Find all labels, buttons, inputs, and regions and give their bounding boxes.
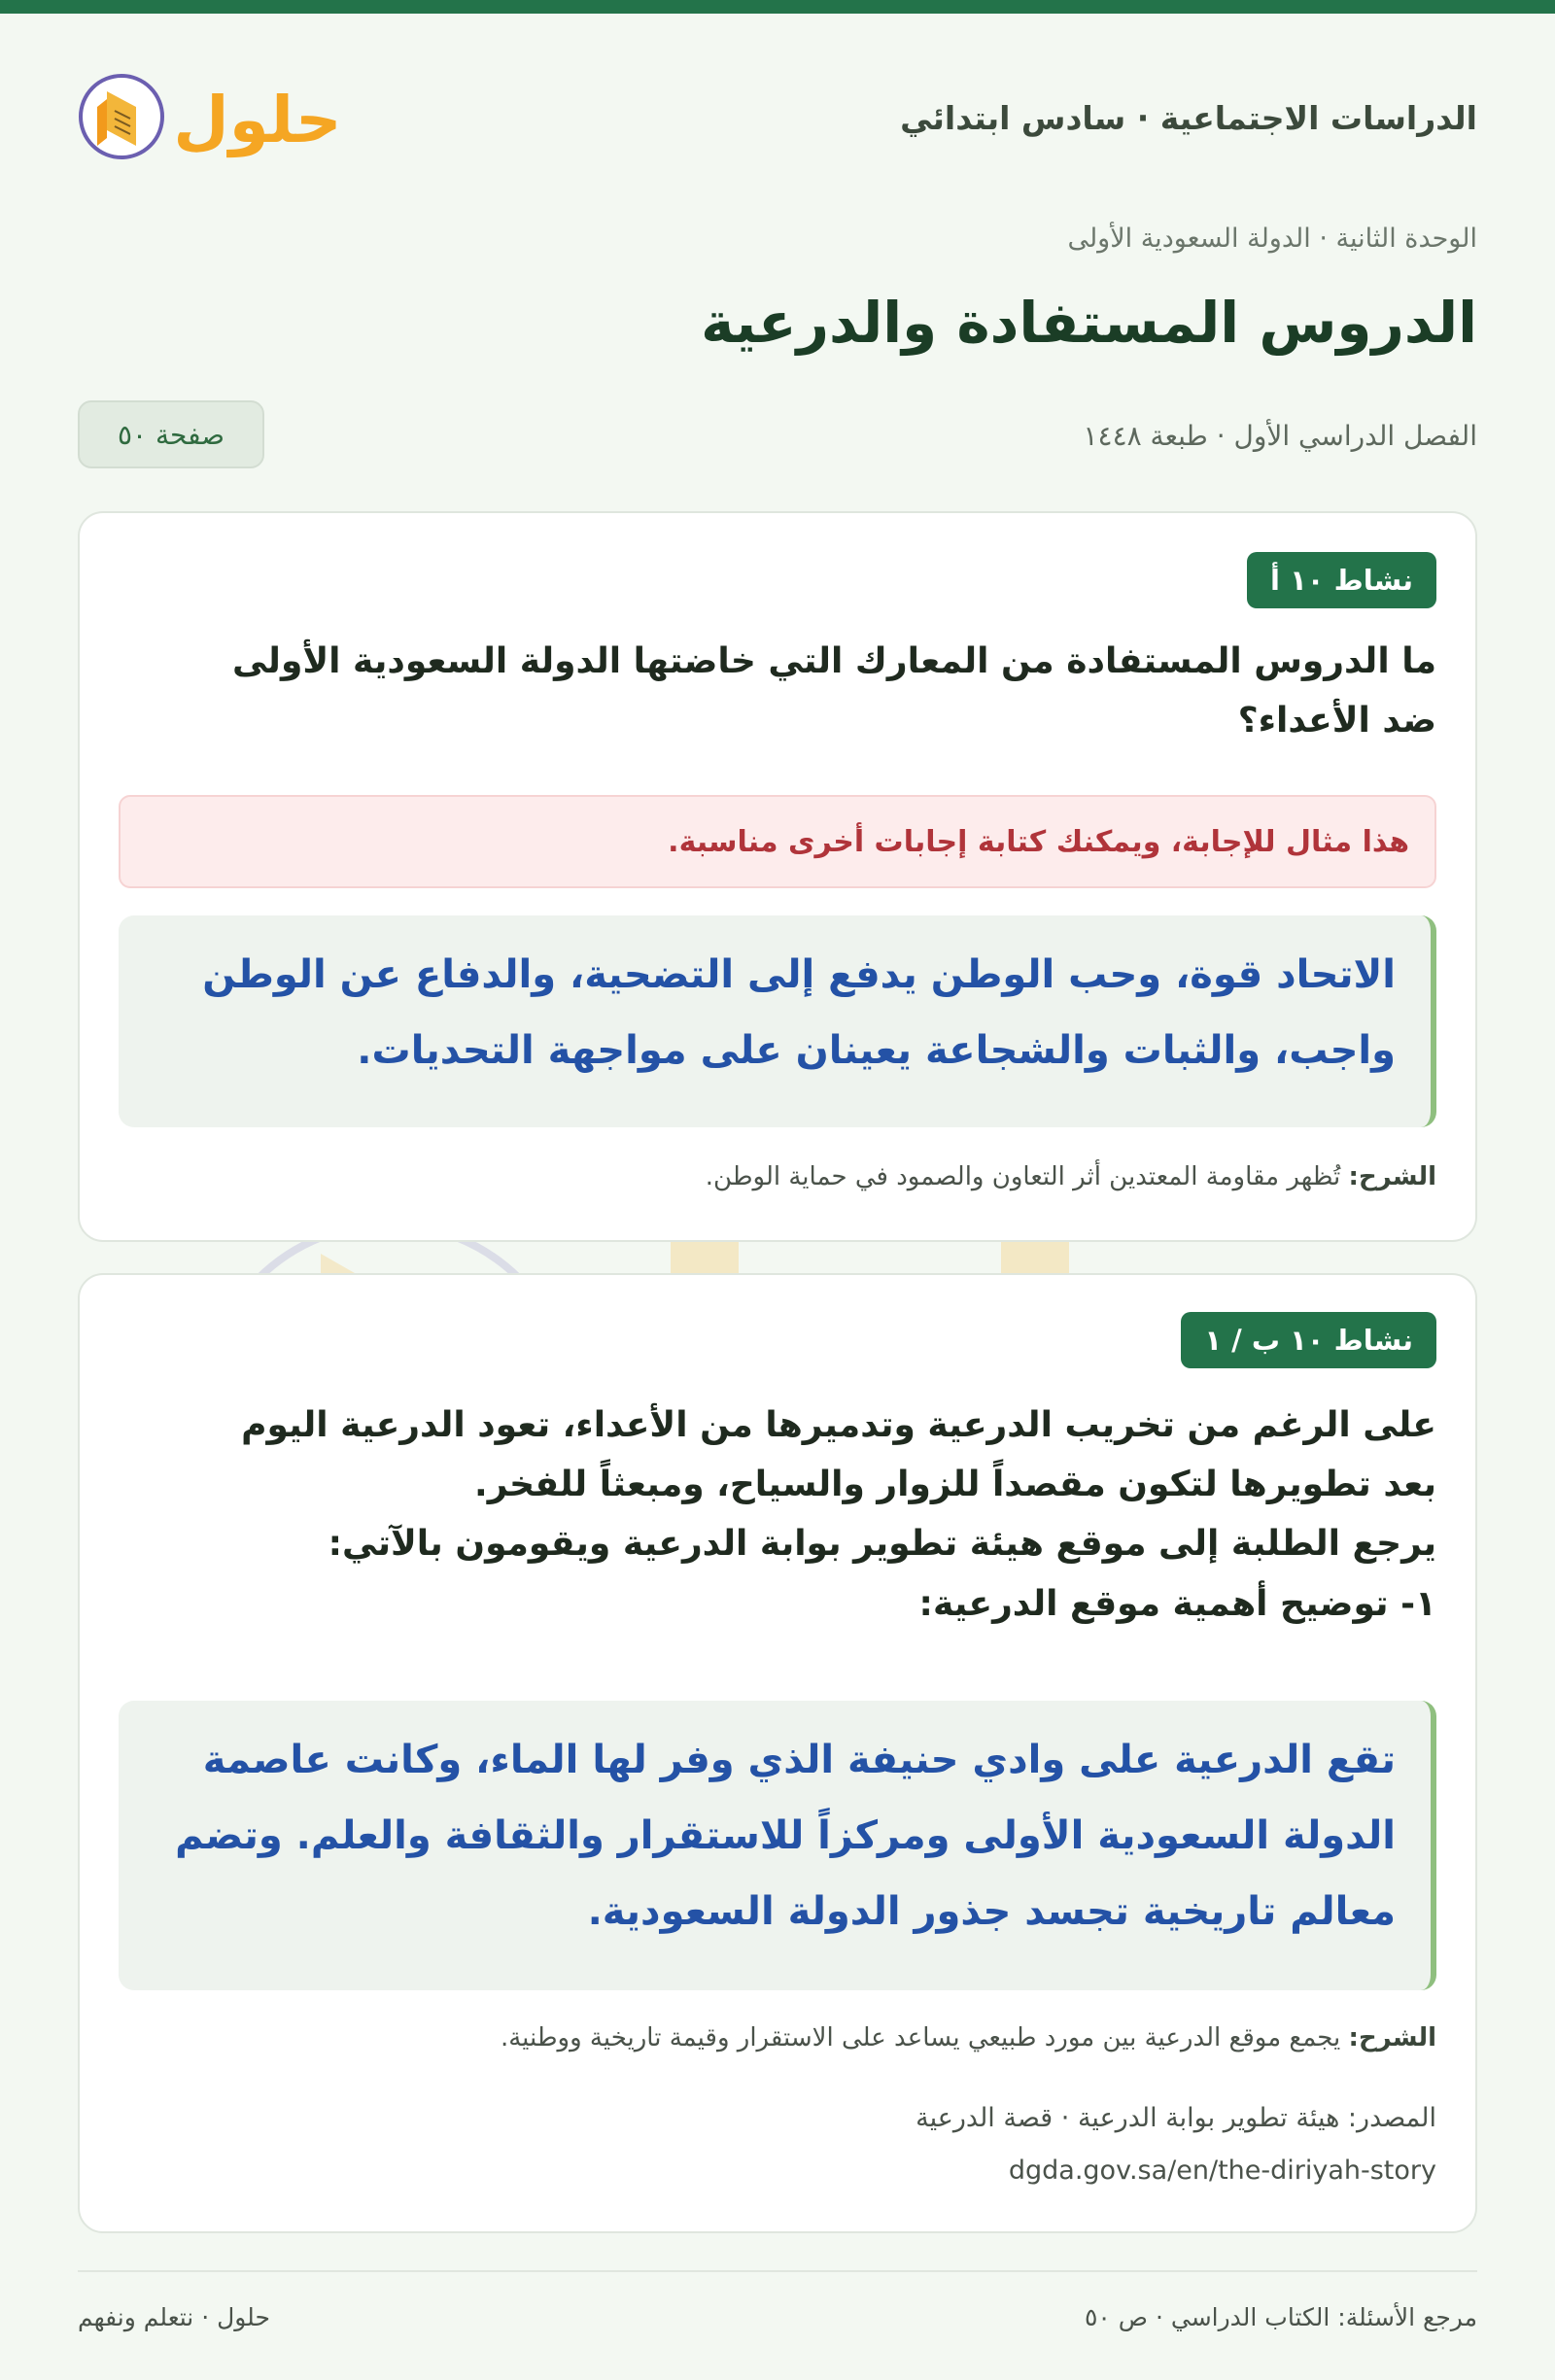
explanation-label: الشرح: (1348, 2023, 1436, 2052)
answer-line: تقع الدرعية على وادي حنيفة الذي وفر لها الماء، وكانت عاصمة (202, 1738, 1396, 1782)
question-text (119, 1396, 1436, 1634)
breadcrumb: الوحدة الثانية · الدولة السعودية الأولى (1067, 224, 1477, 254)
answer-box (119, 1701, 1436, 1990)
logo-text: حلول (173, 83, 342, 157)
question-line: ما الدروس المستفادة من المعارك التي خاضتها الدولة السعودية الأولى (232, 641, 1436, 681)
explanation (119, 2023, 1436, 2052)
answer-line: واجب، والثبات والشجاعة يعينان على مواجهة التحديات. (357, 1028, 1396, 1073)
footer-brand: حلول · نتعلم ونفهم (78, 2303, 270, 2331)
activity-tag: نشاط ١٠ أ (1247, 552, 1436, 608)
activity-card-2 (78, 1273, 1477, 2233)
explanation (119, 1162, 1436, 1191)
question-line: ضد الأعداء؟ (1237, 701, 1436, 742)
question-line: على الرغم من تخريب الدرعية وتدميرها من الأعداء، تعود الدرعية اليوم (241, 1405, 1436, 1445)
question-line: يرجع الطلبة إلى موقع هيئة تطوير بوابة الدرعية ويقومون بالآتي: (328, 1524, 1436, 1565)
footer-reference: مرجع الأسئلة: الكتاب الدراسي · ص ٥٠ (1084, 2303, 1477, 2331)
question-line: بعد تطويرها لتكون مقصداً للزوار والسياح، ومبعثاً للفخر. (474, 1465, 1436, 1505)
activity-card-1 (78, 511, 1477, 1242)
answer-box (119, 915, 1436, 1127)
hulul-logo[interactable] (78, 60, 350, 177)
explanation-label: الشرح: (1348, 1162, 1436, 1191)
page-title: الدروس المستفادة والدرعية (701, 290, 1477, 356)
page-header (78, 60, 1477, 177)
explanation-text: يجمع موقع الدرعية بين مورد طبيعي يساعد على الاستقرار وقيمة تاريخية ووطنية. (500, 2023, 1341, 2052)
answer-line: الدولة السعودية الأولى ومركزاً للاستقرار والثقافة والعلم. وتضم (175, 1813, 1396, 1858)
page-number-badge: صفحة ٥٠ (78, 400, 264, 468)
answer-line: معالم تاريخية تجسد جذور الدولة السعودية. (587, 1889, 1396, 1934)
source-link[interactable]: dgda.gov.sa/en/the-diriyah-story (1008, 2156, 1436, 2186)
explanation-text: تُظهر مقاومة المعتدين أثر التعاون والصمود في حماية الوطن. (705, 1162, 1341, 1191)
top-accent-bar (0, 0, 1555, 14)
footer-divider (78, 2270, 1477, 2272)
edition-meta: الفصل الدراسي الأول · طبعة ١٤٤٨ (1083, 420, 1477, 452)
question-line: ١- توضيح أهمية موقع الدرعية: (918, 1583, 1436, 1624)
source-line: المصدر: هيئة تطوير بوابة الدرعية · قصة الدرعية (916, 2103, 1436, 2133)
question-text (119, 632, 1436, 750)
subject-title: الدراسات الاجتماعية · سادس ابتدائي (900, 99, 1477, 137)
answer-line: الاتحاد قوة، وحب الوطن يدفع إلى التضحية، والدفاع عن الوطن (202, 952, 1396, 997)
sample-answer-note: هذا مثال للإجابة، ويمكنك كتابة إجابات أخرى مناسبة. (119, 795, 1436, 888)
activity-tag: نشاط ١٠ ب / ١ (1181, 1312, 1436, 1368)
